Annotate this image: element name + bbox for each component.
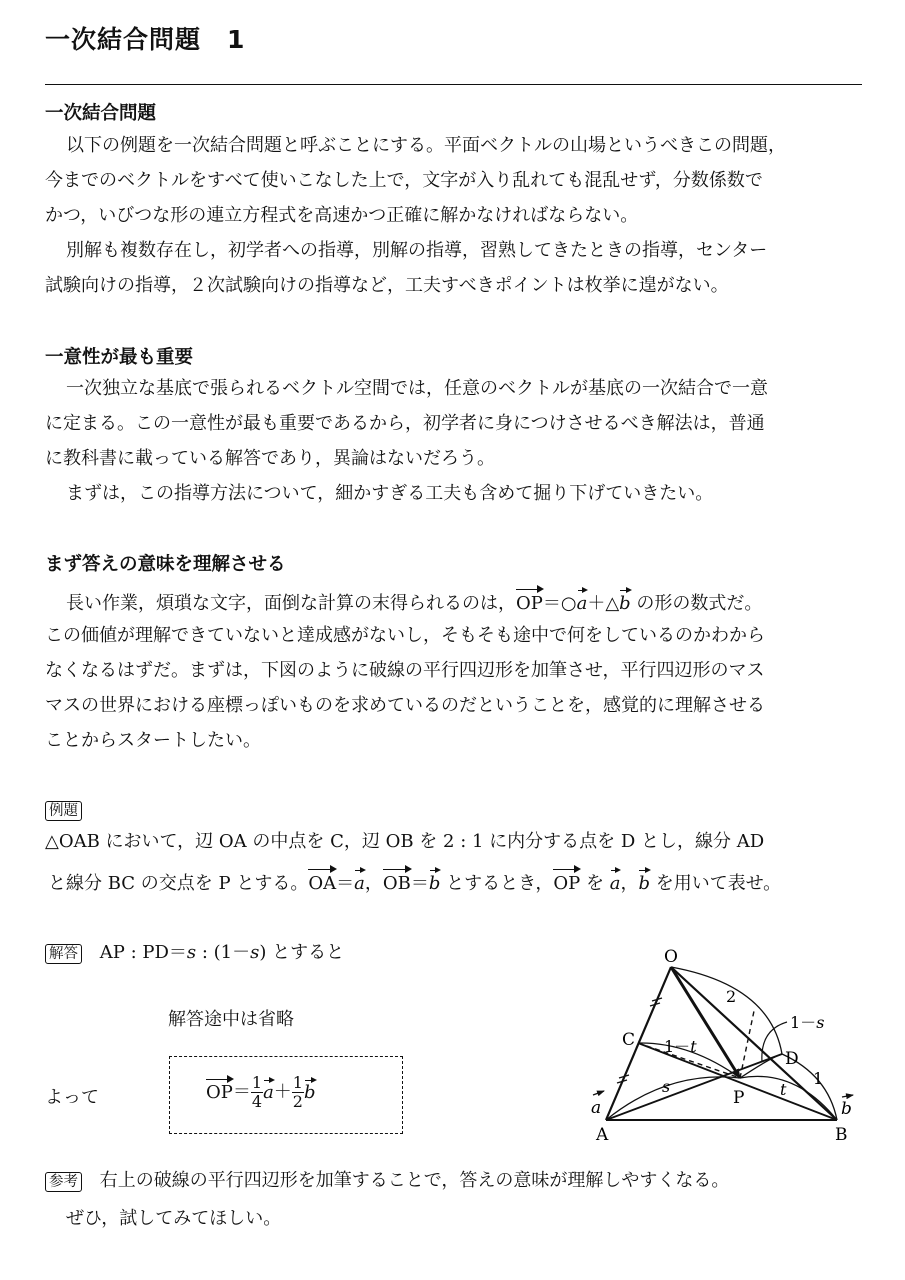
example-label: 例題	[45, 801, 82, 821]
label-var: t	[690, 1037, 697, 1056]
reference-line-1	[45, 1169, 867, 1193]
vector-op: OP	[553, 873, 581, 894]
title-divider	[45, 84, 862, 85]
vector-a: a	[263, 1081, 274, 1103]
text-span: 長い作業，煩瑣な文字，面倒な計算の末得られるのは，	[66, 593, 516, 614]
vector-a: a	[354, 873, 365, 894]
label-a: A	[596, 1125, 609, 1145]
reference-line-2: ぜひ，試してみてほしい。	[66, 1208, 282, 1229]
label-ratio-2: 2	[726, 987, 737, 1006]
fraction-numerator: 1	[251, 1073, 263, 1092]
label-c: C	[622, 1030, 636, 1050]
page-title-number: 1	[227, 25, 246, 54]
paragraph-line: ことからスタートしたい。	[45, 730, 261, 751]
paragraph-line-formula	[45, 592, 888, 616]
text-span: 右上の破線の平行四辺形を加筆することで，答えの意味が理解しやすくなる。	[99, 1170, 730, 1191]
label-text: 1－	[664, 1037, 691, 1056]
paragraph-line: 別解も複数存在し，初学者への指導，別解の指導，習熟してきたときの指導，センター	[66, 240, 768, 261]
paragraph-line: に定まる。この一意性が最も重要であるから，初学者に身につけさせるべき解法は，普通	[45, 413, 765, 434]
paragraph-line: まずは，この指導方法について，細かすぎる工夫も含めて掘り下げていきたい。	[66, 483, 714, 504]
text-span: ＝	[336, 873, 355, 894]
vector-b: b	[619, 593, 631, 614]
fraction-denominator: 4	[251, 1092, 263, 1111]
text-span: の形の数式だ。	[630, 593, 763, 614]
text-span: ) とすると	[259, 942, 345, 963]
vector-a: a	[576, 593, 588, 614]
vector-b: b	[638, 873, 650, 894]
label-vec-a: a	[591, 1098, 602, 1118]
paragraph-line: 試験向けの指導，２次試験向けの指導など，工夫すべきポイントは枚挙に遑がない。	[45, 275, 729, 296]
label-p: P	[733, 1088, 745, 1108]
answer-therefore: よって	[45, 1087, 99, 1108]
text-span: ＝○	[542, 593, 577, 614]
example-line-1: △OAB において，辺 OA の中点を C，辺 OB を 2 : 1 に内分する点を D とし，線分 AD	[45, 831, 765, 852]
vector-a: a	[609, 873, 621, 894]
label-t: t	[780, 1080, 787, 1099]
paragraph-line: に教科書に載っている解答であり，異論はないだろう。	[45, 448, 495, 469]
label-vec-b: b	[841, 1099, 852, 1119]
section-heading-2: 一意性が最も重要	[45, 347, 194, 368]
paragraph-line: 一次独立な基底で張られるベクトル空間では，任意のベクトルが基底の一次結合で一意	[66, 378, 768, 399]
vector-b: b	[303, 1081, 316, 1103]
fraction-1-4	[251, 1074, 263, 1111]
text-span: と線分 BC の交点を P とする。	[48, 873, 309, 894]
paragraph-line: 以下の例題を一次結合問題と呼ぶことにする。平面ベクトルの山場というべきこの問題，	[66, 135, 786, 156]
triangle-figure	[580, 940, 870, 1150]
section-heading-3: まず答えの意味を理解させる	[45, 554, 286, 575]
arc-pd	[740, 1054, 782, 1078]
fraction-numerator: 1	[292, 1073, 303, 1092]
text-span: ，	[620, 873, 639, 894]
page-title-text: 一次結合問題	[45, 25, 202, 54]
paragraph-line: なくなるはずだ。まずは，下図のように破線の平行四辺形を加筆させ，平行四辺形のマス	[45, 660, 765, 681]
vector-b: b	[428, 873, 441, 894]
text-span: とするとき，	[440, 873, 554, 894]
text-span: : (1－	[196, 942, 251, 963]
label-text: 1－	[790, 1013, 817, 1032]
vector-b-mark	[842, 1095, 853, 1097]
fraction-1-2	[292, 1074, 304, 1111]
label-b: B	[835, 1125, 848, 1145]
paragraph-line: この価値が理解できていないと達成感がないし，そもそも途中で何をしているのかわから	[45, 625, 765, 646]
paragraph-line: マスの世界における座標っぽいものを求めているのだということを，感覚的に理解させる	[45, 695, 765, 716]
fraction-denominator: 2	[292, 1092, 303, 1111]
label-s: s	[662, 1077, 671, 1096]
example-line-2	[48, 872, 870, 896]
paragraph-line: かつ，いびつな形の連立方程式を高速かつ正確に解かなければならない。	[45, 205, 639, 226]
text-span: ，	[364, 873, 383, 894]
text-span: ＝	[232, 1081, 251, 1103]
answer-formula	[206, 1074, 316, 1111]
section-heading-1: 一次結合問題	[45, 103, 157, 124]
vector-op: OP	[206, 1081, 233, 1103]
answer-omitted: 解答途中は省略	[168, 1009, 294, 1030]
var-s: s	[186, 942, 197, 963]
text-span: ＝	[410, 873, 429, 894]
example-tag	[45, 800, 82, 821]
vector-a-mark	[593, 1091, 604, 1095]
answer-label: 解答	[45, 944, 82, 964]
label-var: s	[816, 1013, 825, 1032]
text-span: AP : PD＝	[99, 942, 187, 963]
label-ratio-1: 1	[813, 1069, 824, 1088]
text-span: ＋	[273, 1081, 292, 1103]
vector-oa: OA	[308, 873, 337, 894]
text-span: を用いて表せ。	[649, 873, 782, 894]
text-span: ＋△	[587, 593, 620, 614]
label-d: D	[785, 1049, 799, 1069]
text-span: を	[580, 873, 610, 894]
label-o: O	[664, 947, 678, 967]
reference-label: 参考	[45, 1172, 82, 1192]
paragraph-line: 今までのベクトルをすべて使いこなした上で，文字が入り乱れても混乱せず，分数係数で	[45, 170, 763, 191]
var-s: s	[250, 942, 260, 963]
arc-ap	[606, 1077, 740, 1120]
vector-ob: OB	[382, 873, 411, 894]
label-one-minus-t	[664, 1037, 697, 1056]
label-one-minus-s	[790, 1013, 824, 1032]
page-title	[45, 20, 245, 56]
vector-op: OP	[516, 593, 543, 614]
